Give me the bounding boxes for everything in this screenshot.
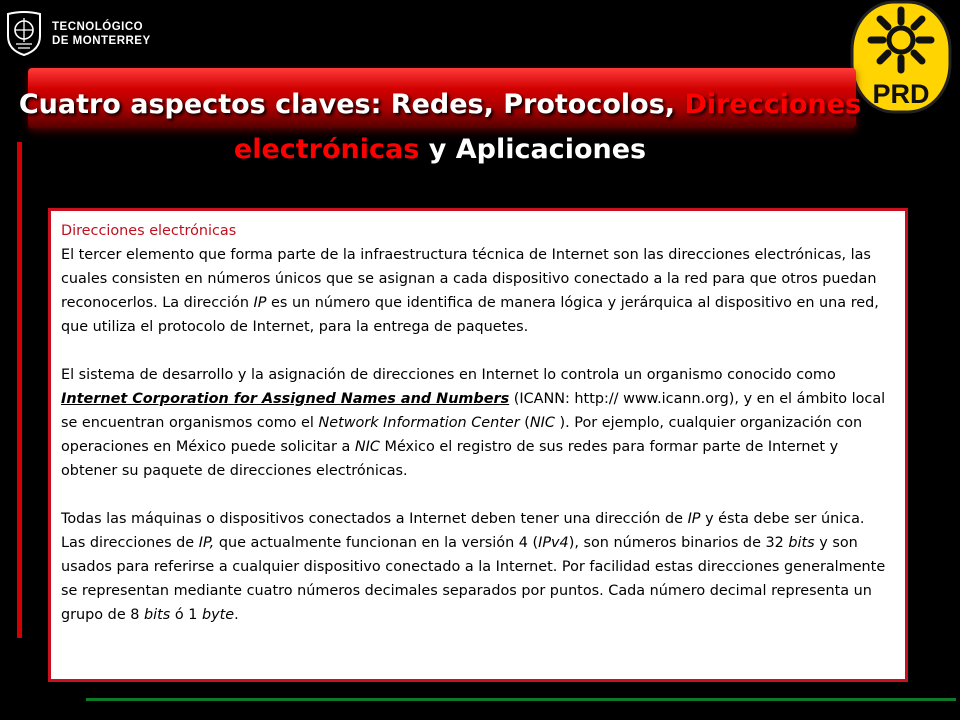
prd-logo-text: PRD [872,79,930,109]
paragraph-2: El sistema de desarrollo y la asignación de direcciones en Internet lo controla un organismo conocido como Internet Corporation for Assigned Names and Numbers (ICANN: http:// www.icann.org), y en el ámbito local se encuentran organismos como el Network Information Center (NIC ). Por ejemplo, cualquier organización con operaciones en México puede solicitar a NIC México el registro de sus redes para formar parte de Internet y obtener su paquete de direcciones electrónicas. [61,367,886,479]
page-title: Cuatro aspectos claves: Redes, Protocolos, Direcciones electrónicas y Aplicaciones [18,89,862,165]
paragraph-3: Todas las máquinas o dispositivos conectados a Internet deben tener una dirección de IP y ésta debe ser única. Las direcciones de IP, que actualmente funcionan en la versión 4 (IPv4), son números binarios de 32 bits y son usados para referirse a cualquier dispositivo conectado a la Internet. Por facilidad estas direcciones generalmente se representan mediante cuatro números decimales separados por puntos. Cada número decimal representa un grupo de 8 bits ó 1 byte. [61,511,886,623]
section-heading: Direcciones electrónicas [61,223,237,239]
shield-icon [4,10,44,56]
bottom-accent-line [86,698,956,701]
content-box [48,208,908,682]
tec-monterrey-logo [4,6,154,58]
tec-logo-text: TECNOLÓGICO DE MONTERREY [52,21,151,47]
title-highlight: Direcciones electrónicas [233,89,862,165]
left-accent-line [17,142,22,638]
paragraph-1: El tercer elemento que forma parte de la infraestructura técnica de Internet son las direcciones electrónicas, las cuales consisten en números únicos que se asignan a cada dispositivo conectado a la red para que otros puedan reconocerlos. La dirección IP es un número que identifica de manera lógica y jerárquica al dispositivo en una red, que utiliza el protocolo de Internet, para la entrega de paquetes. [61,247,879,335]
